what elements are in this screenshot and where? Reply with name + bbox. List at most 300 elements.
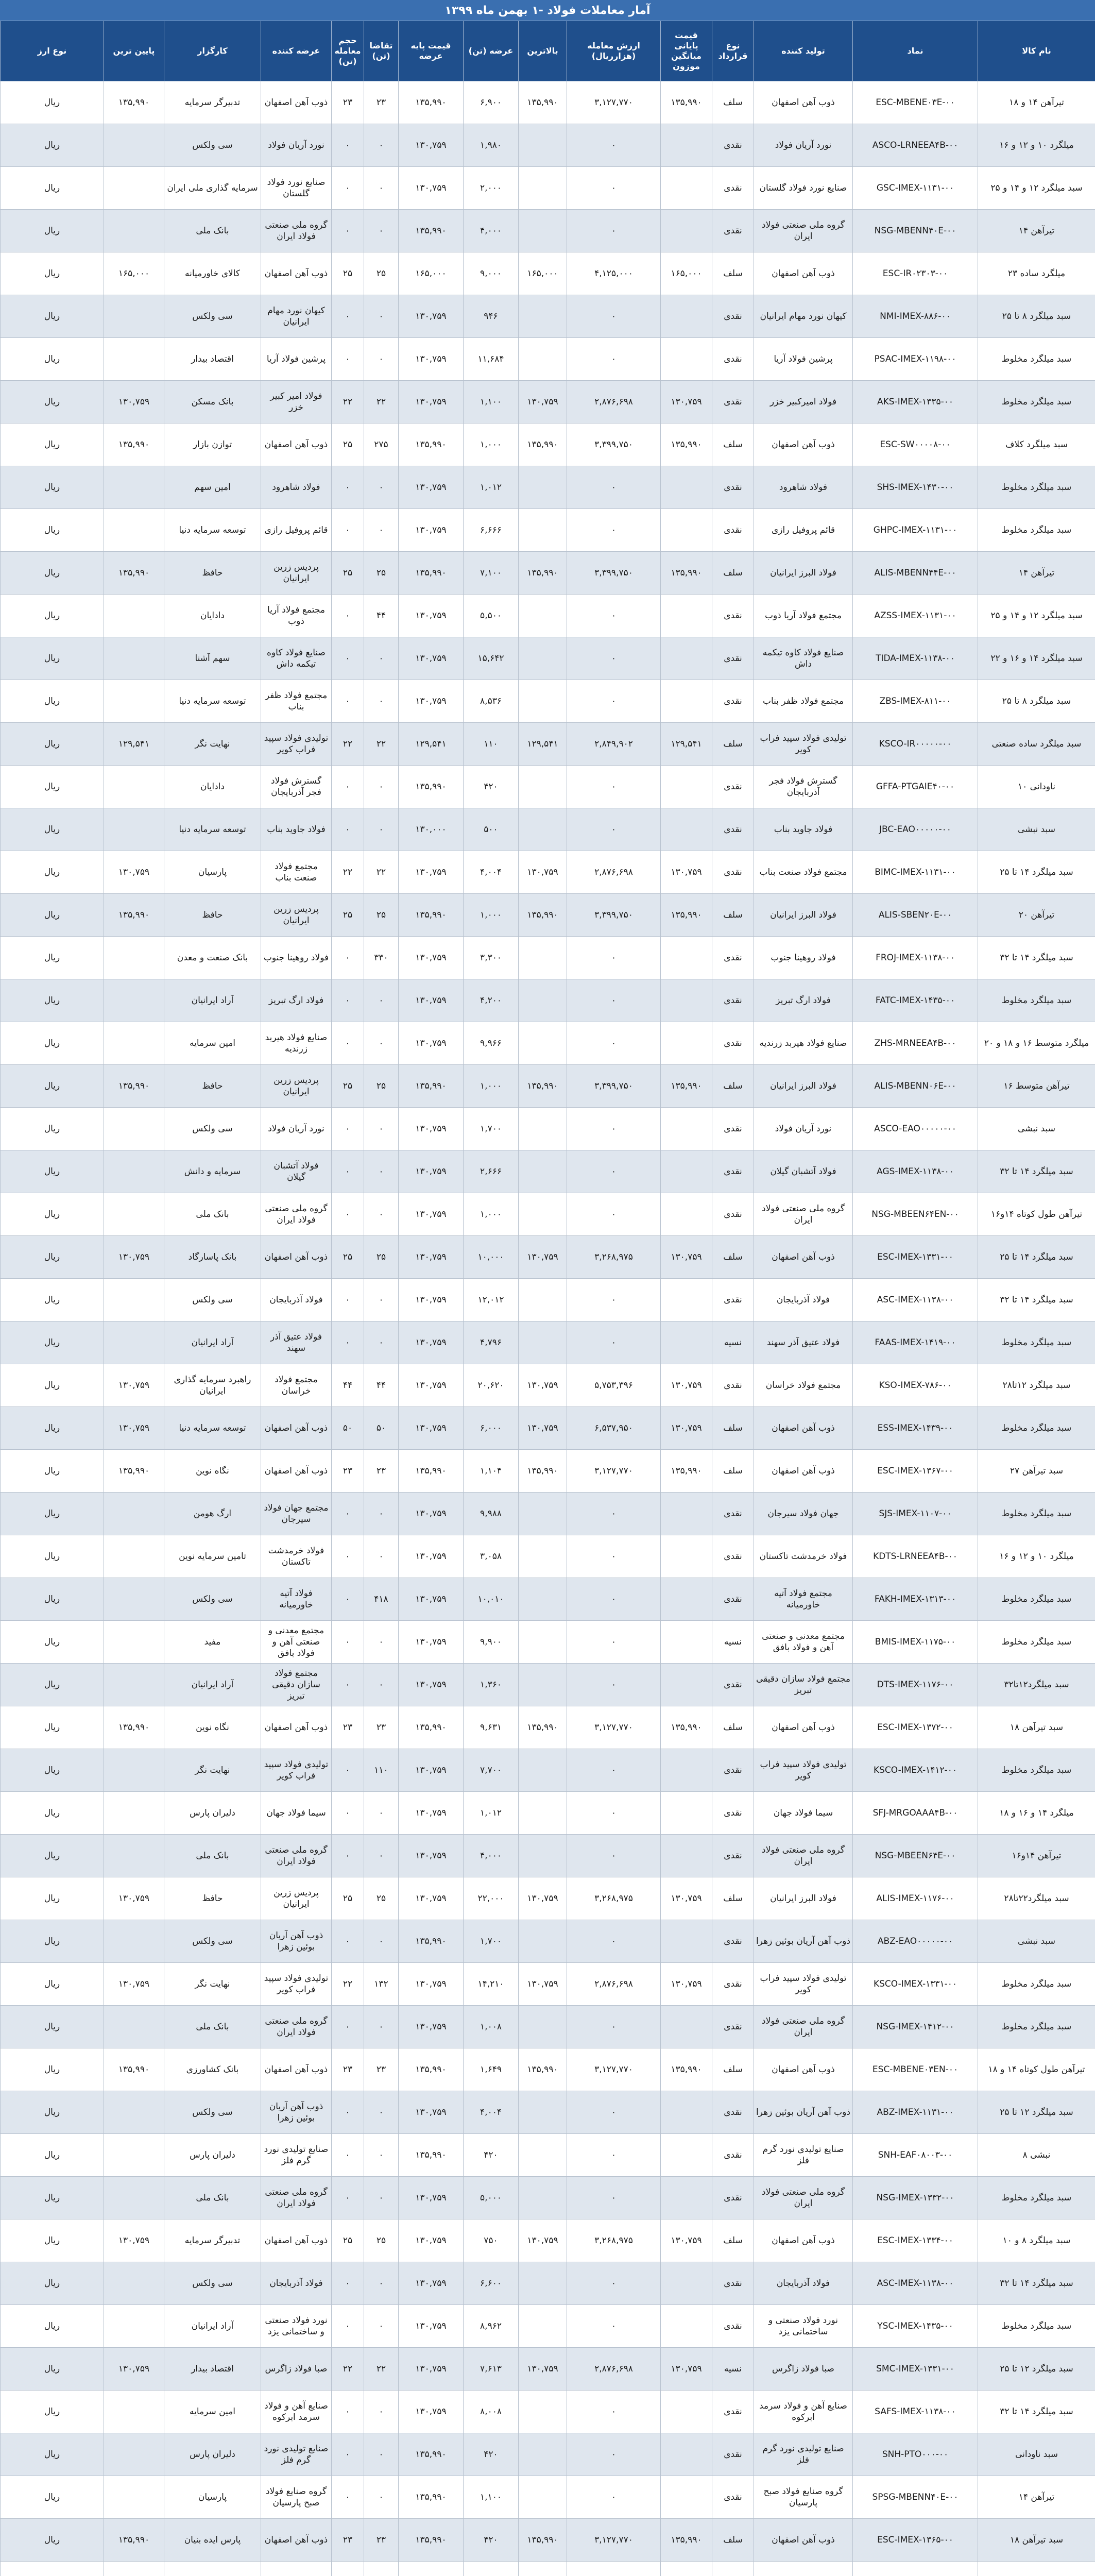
table-cell: گروه ملی صنعتی فولاد ایران	[261, 1193, 332, 1236]
table-cell: ذوب آهن اصفهان	[754, 2219, 853, 2262]
table-row	[1, 979, 1095, 1022]
table-cell: ۰	[332, 2433, 364, 2476]
table-cell	[661, 2562, 712, 2576]
table-cell	[104, 466, 164, 509]
table-cell: آراد ایرانیان	[164, 979, 261, 1022]
table-cell: ۰	[364, 1835, 399, 1877]
table-cell	[104, 595, 164, 637]
table-cell: فولاد آذربایجان	[754, 2262, 853, 2305]
table-cell	[519, 680, 567, 723]
table-cell: ۲۵	[364, 2219, 399, 2262]
table-cell	[519, 2091, 567, 2134]
table-cell: ۲۳	[332, 2519, 364, 2562]
table-cell: ۱۳۰,۷۵۹	[399, 1150, 464, 1193]
table-cell	[661, 466, 712, 509]
table-cell: ۲۵	[364, 252, 399, 295]
table-cell: توازن بازار	[164, 423, 261, 466]
table-cell: بانک ملی	[164, 210, 261, 252]
table-cell: فولاد جاوید بناب	[754, 808, 853, 851]
table-cell: ۰	[332, 2305, 364, 2348]
table-cell: ذوب آهن اصفهان	[754, 1236, 853, 1279]
table-cell: تولیدی فولاد سپید فراب کویر	[261, 1749, 332, 1792]
table-cell: صبا فولاد زاگرس	[754, 2348, 853, 2391]
table-cell: مجتمع فولاد آتیه خاورمیانه	[754, 1578, 853, 1621]
table-cell: ریال	[1, 509, 104, 552]
table-row	[1, 1236, 1095, 1279]
column-header: تولید کننده	[754, 21, 853, 81]
table-cell	[519, 1621, 567, 1664]
table-cell: نقدی	[712, 2134, 754, 2177]
table-cell	[104, 210, 164, 252]
table-cell	[519, 1022, 567, 1065]
table-cell: ۰	[332, 1279, 364, 1321]
table-row	[1, 680, 1095, 723]
table-cell: سبد میلگرد ۱۲ تا ۲۵	[978, 2091, 1095, 2134]
table-cell: سلف	[712, 1236, 754, 1279]
table-cell	[519, 2433, 567, 2476]
table-cell: ۱۳۵,۹۹۰	[661, 1706, 712, 1749]
table-cell: ۱۳۰,۷۵۹	[399, 167, 464, 210]
table-cell: سبد میلگرد۱۲تا۳۲	[978, 1664, 1095, 1706]
table-row	[1, 552, 1095, 595]
table-cell: ۱۳۰,۷۵۹	[399, 979, 464, 1022]
table-cell: ۱۳۰,۷۵۹	[399, 937, 464, 979]
table-cell: ۰	[567, 2177, 661, 2219]
table-cell: ۴۴	[332, 1364, 364, 1407]
table-cell: ۰	[364, 1920, 399, 1963]
table-cell: ۱۳۰,۷۵۹	[399, 851, 464, 894]
table-cell: ۲۳	[332, 1450, 364, 1493]
table-cell	[978, 2562, 1095, 2576]
table-cell: نقدی	[712, 851, 754, 894]
table-cell: مجتمع جهان فولاد سیرجان	[261, 1493, 332, 1535]
table-cell: ۰	[364, 2006, 399, 2048]
table-cell: گروه ملی صنعتی فولاد ایران	[261, 2006, 332, 2048]
table-cell: پرشین فولاد آریا	[754, 338, 853, 381]
table-cell: ۰	[567, 167, 661, 210]
table-cell	[104, 766, 164, 808]
table-cell: فولاد آذربایجان	[754, 1279, 853, 1321]
table-cell: SJS-IMEX-۱۱۰۷-۰۰	[853, 1493, 978, 1535]
table-cell: ۰	[364, 766, 399, 808]
table-cell: ریال	[1, 2177, 104, 2219]
table-cell	[104, 2476, 164, 2519]
table-cell: ۳,۰۵۸	[464, 1535, 519, 1578]
table-cell: نقدی	[712, 1279, 754, 1321]
table-cell: ۱۲,۰۱۲	[464, 1279, 519, 1321]
table-cell: NSG-IMEX-۱۴۱۲-۰۰	[853, 2006, 978, 2048]
table-cell: مفید	[164, 1621, 261, 1664]
table-cell: KDTS-LRNEEA۴B-۰۰	[853, 1535, 978, 1578]
table-cell: سبد تیرآهن ۱۸	[978, 2519, 1095, 2562]
table-cell: ۴۲۰	[464, 2134, 519, 2177]
table-cell	[519, 167, 567, 210]
table-cell: ۰	[567, 1664, 661, 1706]
table-cell: ۱۳۵,۹۹۰	[519, 1065, 567, 1108]
table-cell: ۳,۲۶۸,۹۷۵	[567, 2219, 661, 2262]
table-cell: ۱۳۰,۷۵۹	[519, 1364, 567, 1407]
table-cell	[519, 1835, 567, 1877]
table-row	[1, 1749, 1095, 1792]
table-cell: پارس ایده بنیان	[164, 2519, 261, 2562]
table-cell	[519, 2134, 567, 2177]
table-cell: فولاد آتشبان گیلان	[261, 1150, 332, 1193]
table-cell: ۱۶۵,۰۰۰	[104, 252, 164, 295]
table-cell: ذوب آهن اصفهان	[754, 252, 853, 295]
table-cell: ۲۰,۶۲۰	[464, 1364, 519, 1407]
table-cell	[519, 1792, 567, 1835]
table-cell	[104, 2177, 164, 2219]
table-cell: JBC-EAO۰۰۰۰۰-۰۰	[853, 808, 978, 851]
table-cell: ۰	[332, 466, 364, 509]
table-cell	[661, 637, 712, 680]
column-header: عرضه کننده	[261, 21, 332, 81]
table-cell: ۰	[567, 2305, 661, 2348]
table-cell: امین سرمایه	[164, 2391, 261, 2433]
table-cell: FATC-IMEX-۱۴۳۵-۰۰	[853, 979, 978, 1022]
table-cell	[519, 466, 567, 509]
table-cell: ZBS-IMEX-۸۱۱-۰۰	[853, 680, 978, 723]
table-cell: مجتمع فولاد خراسان	[754, 1364, 853, 1407]
table-cell: ESS-IMEX-۱۴۳۹-۰۰	[853, 1407, 978, 1450]
table-cell: نورد آریان فولاد	[754, 124, 853, 167]
table-cell: ۱۳۰,۷۵۹	[399, 1835, 464, 1877]
table-cell: سی ولکس	[164, 124, 261, 167]
table-cell: ۱۳۵,۹۹۰	[104, 423, 164, 466]
table-cell: ۰	[567, 1022, 661, 1065]
table-cell: سبد میلگرد ۱۲ و ۱۴ و ۲۵	[978, 167, 1095, 210]
table-cell: FROJ-IMEX-۱۱۳۸-۰۰	[853, 937, 978, 979]
table-cell	[661, 1664, 712, 1706]
table-cell: سبد میلگرد مخلوط	[978, 1493, 1095, 1535]
table-cell	[661, 2391, 712, 2433]
column-header: حجم معامله (تن)	[332, 21, 364, 81]
table-cell: ۰	[567, 2091, 661, 2134]
table-cell: سبد میلگرد مخلوط	[978, 381, 1095, 423]
table-cell	[104, 1664, 164, 1706]
table-cell	[661, 295, 712, 338]
table-cell: ۱۱۰	[464, 723, 519, 766]
table-cell: ۱۰,۰۰۰	[464, 1236, 519, 1279]
table-cell: ریال	[1, 637, 104, 680]
table-cell: ۰	[332, 1150, 364, 1193]
table-cell: سبد میلگرد ۱۴ تا ۲۵	[978, 851, 1095, 894]
table-cell: سبد میلگرد ۱۴ تا ۳۲	[978, 2262, 1095, 2305]
table-cell: SNH-PTO۰۰۰-۰۰	[853, 2433, 978, 2476]
table-cell: نورد فولاد صنعتی و ساختمانی یزد	[754, 2305, 853, 2348]
table-row	[1, 2562, 1095, 2576]
table-cell	[519, 1664, 567, 1706]
table-cell: ریال	[1, 1493, 104, 1535]
table-cell: KSO-IMEX-۷۸۶-۰۰	[853, 1364, 978, 1407]
table-cell: ۱۳۰,۷۵۹	[399, 2391, 464, 2433]
table-cell: صنایع فولاد کاوه تیکمه داش	[261, 637, 332, 680]
table-cell	[364, 2562, 399, 2576]
table-cell: ۰	[332, 637, 364, 680]
table-cell: نقدی	[712, 509, 754, 552]
table-cell	[104, 1493, 164, 1535]
table-cell: سبد میلگرد مخلوط	[978, 2305, 1095, 2348]
table-cell	[661, 210, 712, 252]
table-cell: نگاه نوین	[164, 1450, 261, 1493]
table-cell: سی ولکس	[164, 1578, 261, 1621]
table-cell: حافظ	[164, 894, 261, 937]
table-row	[1, 2006, 1095, 2048]
table-row	[1, 2519, 1095, 2562]
table-cell: ۱۳۰,۷۵۹	[399, 1022, 464, 1065]
table-cell: ۰	[364, 1321, 399, 1364]
table-cell: ریال	[1, 1450, 104, 1493]
table-cell: سیما فولاد جهان	[261, 1792, 332, 1835]
table-cell: ذوب آهن اصفهان	[261, 423, 332, 466]
table-cell: نورد آریان فولاد	[261, 1108, 332, 1150]
table-cell: فولاد آذربایجان	[261, 2262, 332, 2305]
table-cell: ۱۳۰,۷۵۹	[519, 2348, 567, 2391]
table-cell: ۱۳۵,۹۹۰	[399, 1450, 464, 1493]
table-cell: گسترش فولاد فجر آذربایجان	[754, 766, 853, 808]
table-cell: ۱,۶۴۹	[464, 2048, 519, 2091]
table-cell: توسعه سرمایه دنیا	[164, 509, 261, 552]
table-cell: ۱۳۰,۷۵۹	[399, 1877, 464, 1920]
table-cell: ۱۳۰,۷۵۹	[399, 124, 464, 167]
table-cell: فولاد خرمدشت تاکستان	[261, 1535, 332, 1578]
table-cell: ۴,۲۰۰	[464, 979, 519, 1022]
table-cell: ۲۵	[364, 1236, 399, 1279]
table-cell: سبد میلگرد ۱۲تا۲۸	[978, 1364, 1095, 1407]
table-cell: NSG-IMEX-۱۳۳۲-۰۰	[853, 2177, 978, 2219]
table-cell: ۰	[364, 210, 399, 252]
table-cell: سلف	[712, 894, 754, 937]
table-cell: تامین سرمایه نوین	[164, 1535, 261, 1578]
table-cell: ریال	[1, 124, 104, 167]
table-cell: ریال	[1, 2091, 104, 2134]
table-cell: ۱۳۰,۷۵۹	[399, 1749, 464, 1792]
table-cell: AGS-IMEX-۱۱۳۸-۰۰	[853, 1150, 978, 1193]
table-cell: ۰	[332, 1535, 364, 1578]
table-row	[1, 124, 1095, 167]
table-cell: ریال	[1, 979, 104, 1022]
table-cell: مجتمع فولاد ظفر بناب	[261, 680, 332, 723]
table-cell: ۰	[567, 1621, 661, 1664]
table-cell: ۱۳۰,۷۵۹	[104, 1364, 164, 1407]
table-cell: نقدی	[712, 1108, 754, 1150]
table-cell: ذوب آهن اصفهان	[754, 1706, 853, 1749]
table-cell: GHPC-IMEX-۱۱۳۱-۰۰	[853, 509, 978, 552]
table-cell: ۰	[567, 2433, 661, 2476]
table-cell: ۹,۹۶۶	[464, 1022, 519, 1065]
table-cell: نقدی	[712, 2091, 754, 2134]
table-cell: ۱۳۰,۷۵۹	[519, 2219, 567, 2262]
table-cell	[104, 2091, 164, 2134]
table-cell: ۱۳۵,۹۹۰	[661, 894, 712, 937]
table-cell	[104, 2006, 164, 2048]
table-cell: ESC-IMEX-۱۳۳۱-۰۰	[853, 1236, 978, 1279]
table-cell	[519, 766, 567, 808]
table-cell: KSCO-IMEX-۱۳۳۱-۰۰	[853, 1963, 978, 2006]
table-cell: ۲۳	[332, 2048, 364, 2091]
table-cell	[519, 509, 567, 552]
column-header: ارزش معامله (هزارریال)	[567, 21, 661, 81]
table-cell: ۲۲	[332, 2348, 364, 2391]
table-cell: سیما فولاد جهان	[754, 1792, 853, 1835]
table-cell: فولاد البرز ایرانیان	[754, 894, 853, 937]
table-cell: سبد میلگرد ۱۴ تا ۳۲	[978, 1150, 1095, 1193]
table-cell: فولاد ارگ تبریز	[754, 979, 853, 1022]
table-cell: ۵۰	[332, 1407, 364, 1450]
table-cell: سلف	[712, 423, 754, 466]
table-cell: بانک کشاورزی	[164, 2048, 261, 2091]
table-cell: ۰	[364, 637, 399, 680]
table-cell: سلف	[712, 1450, 754, 1493]
table-cell	[164, 2562, 261, 2576]
table-cell	[261, 2562, 332, 2576]
table-cell: ۸,۰۰۸	[464, 2391, 519, 2433]
table-cell: DTS-IMEX-۱۱۷۶-۰۰	[853, 1664, 978, 1706]
table-cell: اقتصاد بیدار	[164, 2348, 261, 2391]
table-cell: NSG-MBEEN۶۴EN-۰۰	[853, 1193, 978, 1236]
table-cell: ۱,۳۶۰	[464, 1664, 519, 1706]
table-cell: نقدی	[712, 979, 754, 1022]
table-cell: ۱۲۹,۵۴۱	[661, 723, 712, 766]
table-cell: ESC-MBENE۰۳E-۰۰	[853, 81, 978, 124]
table-cell: ۱۱,۶۸۴	[464, 338, 519, 381]
table-cell: ۱۳۰,۷۵۹	[661, 851, 712, 894]
table-row	[1, 1493, 1095, 1535]
table-cell: نقدی	[712, 1150, 754, 1193]
table-cell: TIDA-IMEX-۱۱۳۸-۰۰	[853, 637, 978, 680]
table-cell: ۱۳۵,۹۹۰	[399, 2433, 464, 2476]
table-cell: ۰	[567, 1749, 661, 1792]
table-cell: ذوب آهن آریان بوئین زهرا	[754, 1920, 853, 1963]
table-cell: ۱۳۵,۹۹۰	[399, 2048, 464, 2091]
table-cell: سبد میلگرد مخلوط	[978, 1578, 1095, 1621]
table-cell: میلگرد ۱۰ و ۱۲ و ۱۶	[978, 1535, 1095, 1578]
table-cell: ۲۵	[364, 552, 399, 595]
table-cell: ریال	[1, 210, 104, 252]
table-cell: SAFS-IMEX-۱۱۳۸-۰۰	[853, 2391, 978, 2433]
table-cell: ALIS-MBENN۰۶E-۰۰	[853, 1065, 978, 1108]
table-cell: ۰	[567, 1279, 661, 1321]
table-cell: ۲۲	[332, 1963, 364, 2006]
table-cell: ۶,۰۰۰	[464, 1407, 519, 1450]
table-cell: ۰	[332, 2476, 364, 2519]
table-cell: صنایع نورد فولاد گلستان	[754, 167, 853, 210]
table-row	[1, 1621, 1095, 1664]
table-cell: نورد فولاد صنعتی و ساختمانی یزد	[261, 2305, 332, 2348]
table-cell: ۱,۹۸۰	[464, 124, 519, 167]
table-cell: نورد آریان فولاد	[261, 124, 332, 167]
table-cell: ۹۴۶	[464, 295, 519, 338]
table-cell: ریال	[1, 1407, 104, 1450]
table-cell: FAAS-IMEX-۱۴۱۹-۰۰	[853, 1321, 978, 1364]
table-cell: ۰	[364, 1108, 399, 1150]
table-cell: توسعه سرمایه دنیا	[164, 1407, 261, 1450]
table-cell	[104, 1022, 164, 1065]
table-cell: تیرآهن ۱۴و۱۶	[978, 1835, 1095, 1877]
table-cell: ۰	[332, 1578, 364, 1621]
table-cell: ریال	[1, 1022, 104, 1065]
table-cell: سی ولکس	[164, 1108, 261, 1150]
table-cell: ذوب آهن آریان بوئین زهرا	[754, 2091, 853, 2134]
table-cell	[519, 1920, 567, 1963]
table-cell: ۱۳۰,۷۵۹	[399, 1279, 464, 1321]
table-cell: ۱۳۵,۹۹۰	[104, 1706, 164, 1749]
table-cell: ۰	[567, 2134, 661, 2177]
table-cell: ۱۳۰,۷۵۹	[104, 381, 164, 423]
table-cell	[661, 937, 712, 979]
table-cell: گروه ملی صنعتی فولاد ایران	[261, 210, 332, 252]
table-cell: ۱۳۰,۷۵۹	[661, 2219, 712, 2262]
table-cell	[661, 2262, 712, 2305]
table-cell: ۲,۸۷۶,۶۹۸	[567, 2348, 661, 2391]
table-cell	[661, 338, 712, 381]
table-cell: اقتصاد بیدار	[164, 338, 261, 381]
table-cell: گسترش فولاد فجر آذربایجان	[261, 766, 332, 808]
table-cell: ذوب آهن اصفهان	[754, 2048, 853, 2091]
table-cell: ذوب آهن اصفهان	[261, 2519, 332, 2562]
table-cell	[661, 509, 712, 552]
table-cell: توسعه سرمایه دنیا	[164, 808, 261, 851]
table-cell	[519, 2262, 567, 2305]
table-cell: ۰	[332, 124, 364, 167]
table-cell: تیرآهن ۱۴	[978, 210, 1095, 252]
table-cell: ۴۲۰	[464, 2433, 519, 2476]
table-cell: ۱,۰۰۰	[464, 1065, 519, 1108]
table-cell: تولیدی فولاد سپید فراب کویر	[261, 723, 332, 766]
table-cell: مجتمع معدنی و صنعتی آهن و فولاد بافق	[754, 1621, 853, 1664]
table-cell: ریال	[1, 2519, 104, 2562]
table-cell: ریال	[1, 1706, 104, 1749]
table-cell: نقدی	[712, 1022, 754, 1065]
table-cell: آراد ایرانیان	[164, 2305, 261, 2348]
table-cell: سبد میلگرد ۱۴ تا ۳۲	[978, 1279, 1095, 1321]
table-cell: ۱۳۰,۷۵۹	[104, 851, 164, 894]
table-cell	[661, 680, 712, 723]
table-cell: ۱۳۰,۷۵۹	[104, 1236, 164, 1279]
table-row	[1, 808, 1095, 851]
table-cell: ۰	[332, 595, 364, 637]
table-cell: ۱۳۵,۹۹۰	[399, 2134, 464, 2177]
table-cell: ۱۳۵,۹۹۰	[104, 1065, 164, 1108]
table-cell: ۰	[567, 937, 661, 979]
table-cell: ESC-IMEX-۱۳۶۵-۰۰	[853, 2519, 978, 2562]
table-cell: ۸,۵۳۶	[464, 680, 519, 723]
table-cell: ۱۳۲	[364, 1963, 399, 2006]
table-cell: صنایع تولیدی نورد گرم فلز	[754, 2134, 853, 2177]
table-cell: ذوب آهن آریان بوئین زهرا	[261, 2091, 332, 2134]
table-cell: ۲۵	[332, 1877, 364, 1920]
table-cell: KSCO-IMEX-۱۴۱۲-۰۰	[853, 1749, 978, 1792]
table-cell	[519, 338, 567, 381]
table-cell: ۱,۱۰۰	[464, 381, 519, 423]
table-cell: فولاد عتیق آذر سهند	[261, 1321, 332, 1364]
table-cell: ESC-IMEX-۱۳۷۲-۰۰	[853, 1706, 978, 1749]
table-cell	[661, 1493, 712, 1535]
table-cell: ۱,۰۰۰	[464, 894, 519, 937]
table-cell: ۴۴	[364, 595, 399, 637]
table-cell: فولاد البرز ایرانیان	[754, 1877, 853, 1920]
table-cell: ABZ-IMEX-۱۱۳۱-۰۰	[853, 2091, 978, 2134]
table-cell: ذوب آهن اصفهان	[261, 1236, 332, 1279]
table-cell: ریال	[1, 2219, 104, 2262]
table-cell: ۳,۳۹۹,۷۵۰	[567, 894, 661, 937]
table-cell: سرمایه گذاری ملی ایران	[164, 167, 261, 210]
table-cell: ۰	[567, 2476, 661, 2519]
table-cell: نقدی	[712, 595, 754, 637]
table-cell	[104, 2433, 164, 2476]
table-cell: نسیه	[712, 1321, 754, 1364]
table-cell: PSAC-IMEX-۱۱۹۸-۰۰	[853, 338, 978, 381]
